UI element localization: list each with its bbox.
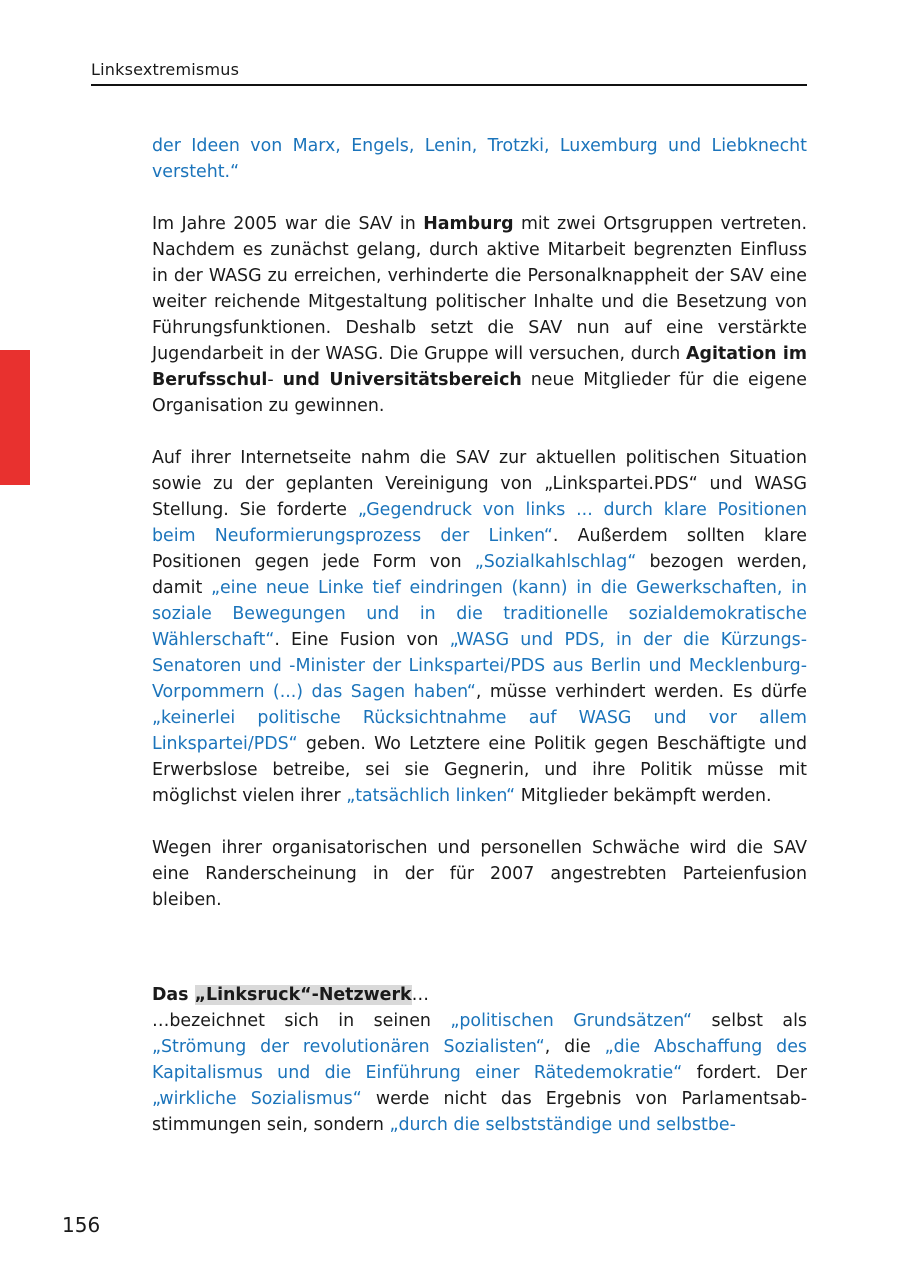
paragraph-5: …bezeichnet sich in seinen „politischen Grundsätzen“ selbst als „Strömung der revolutionären Sozialisten“, die „die Abschaffung des Kapitalismus und die Einführung einer Rätedemokratie“ fordert. Der „wirkliche Sozialismus“ werde nicht das Ergebnis von Parlamentsabstimmungen sein, sondern „durch die selbstständige und selbstbe-	[152, 1011, 807, 1135]
paragraph-1	[152, 133, 807, 185]
paragraph-4: Wegen ihrer organisatorischen und personellen Schwäche wird die SAV eine Randerscheinung in der für 2007 angestrebten Parteienfusion bleiben.	[152, 838, 807, 910]
quote: „WASG und PDS, in der die Kürzungs-Senatoren und -Minister der Linkspartei/PDS aus Berlin und Mecklenburg-Vorpommern (...) das Sagen haben“	[152, 630, 807, 702]
section-body	[152, 1008, 807, 1138]
quote: „tatsächlich linken“	[346, 786, 516, 806]
quote: „Gegendruck von links ... durch klare Positionen beim Neuformierungsprozess der Linken“	[152, 500, 807, 546]
paragraph-2: Im Jahre 2005 war die SAV in Hamburg mit zwei Ortsgruppen vertreten. Nachdem es zunächst gelang, durch aktive Mitarbeit begrenzten Einfluss in der WASG zu erreichen, verhinderte die Personalknappheit der SAV eine weiter reichende Mitgestaltung politischer Inhalte und die Besetzung von Führungsfunktionen. Deshalb setzt die SAV nun auf eine verstärkte Jugendarbeit in der WASG. Die Gruppe will versuchen, durch Agitation im Berufsschul- und Universitätsbereich neue Mitglieder für die eigene Organisation zu gewinnen.	[152, 214, 808, 416]
page-number: 156	[62, 1213, 101, 1237]
chapter-marker	[0, 350, 30, 485]
quote: „durch die selbstständige und selbstbe-	[389, 1115, 736, 1135]
quote: der Ideen von Marx, Engels, Lenin, Trotzki, Luxemburg und Liebknecht versteht.“	[152, 136, 807, 182]
quote: „politischen Grundsätzen“	[450, 1011, 693, 1031]
highlighted-term: „Linksruck“-Netzwerk	[194, 985, 412, 1005]
quote: „wirkliche Sozialismus“	[152, 1089, 362, 1109]
section-heading: Das „Linksruck“-Netzwerk…	[152, 985, 430, 1005]
header-rule	[91, 84, 807, 86]
emphasis: Hamburg	[423, 214, 514, 234]
quote: „Sozialkahlschlag“	[474, 552, 637, 572]
body-text	[152, 133, 807, 913]
paragraph-3: Auf ihrer Internetseite nahm die SAV zur aktuellen politischen Situation sowie zu der geplanten Vereinigung von „Linkspartei.PDS“ und WASG Stellung. Sie forderte „Gegendruck von links ... durch klare Positionen beim Neuformierungsprozess der Linken“. Außerdem sollten klare Positionen gegen jede Form von „Sozialkahlschlag“ bezogen werden, damit „eine neue Linke tief eindringen (kann) in die Gewerkschaften, in soziale Bewegungen und in die traditionelle sozialdemokratische Wählerschaft“. Eine Fusion von „WASG und PDS, in der die Kürzungs-Senatoren und -Minister der Linkspartei/PDS aus Berlin und Mecklenburg-Vorpommern (...) das Sagen haben“, müsse verhindert werden. Es dürfe „keinerlei politische Rücksichtnahme auf WASG und vor allem Linkspartei/PDS“ geben. Wo Letztere eine Politik gegen Beschäftigte und Erwerbslose betreibe, sei sie Gegnerin, und ihre Politik müsse mit möglichst vielen ihrer „tatsächlich linken“ Mitglieder bekämpft werden.	[152, 448, 808, 806]
quote: „eine neue Linke tief eindringen (kann) in die Gewerkschaften, in soziale Bewegungen und in die traditionelle sozialdemokratische Wählerschaft“	[152, 578, 807, 650]
quote: „Strömung der revolutionären Sozialisten“	[152, 1037, 545, 1057]
running-title: Linksextremismus	[91, 60, 240, 79]
quote: „die Abschaffung des Kapitalismus und die Einführung einer Rätedemokratie“	[152, 1037, 807, 1083]
quote: „keinerlei politische Rücksichtnahme auf WASG und vor allem Linkspartei/PDS“	[152, 708, 807, 754]
emphasis: und Universitätsbereich	[282, 370, 522, 390]
emphasis: Agitation im Berufsschul	[152, 344, 808, 390]
